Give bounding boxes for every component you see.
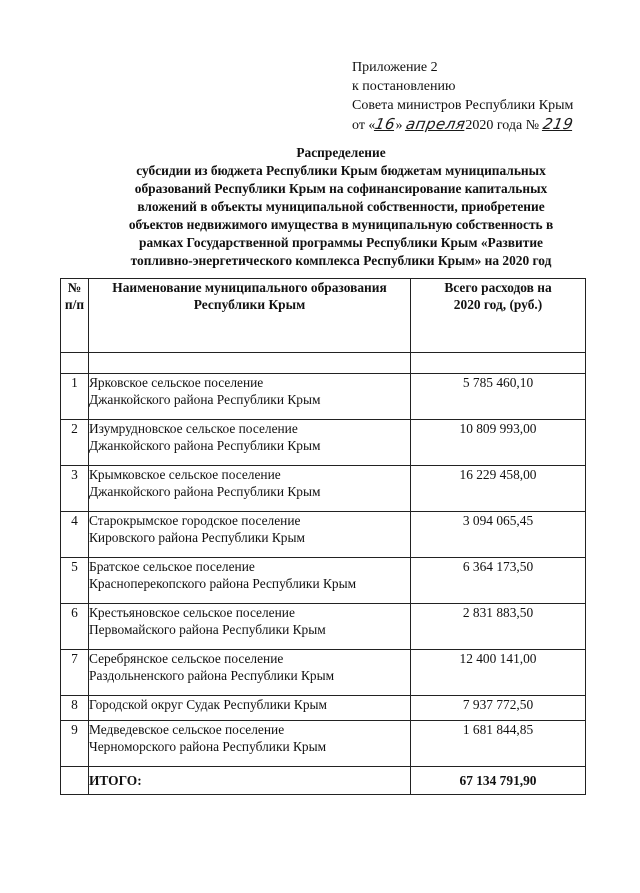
handwritten-day: 16 [373,115,398,133]
total-empty-cell [61,767,89,795]
title-line: топливно-энергетического комплекса Республики Крым» на 2020 год [130,253,552,268]
row-amount: 16 229 458,00 [411,466,586,512]
header-total-line: 2020 год, (руб.) [453,297,543,312]
document-title [96,144,586,270]
table-row [61,558,586,604]
title-line: Распределение [296,145,386,160]
header-number-line: № [67,280,82,295]
row-number: 3 [61,466,89,512]
handwritten-number: 219 [541,115,575,133]
row-municipality [89,650,411,696]
row-number: 5 [61,558,89,604]
municipality-line: Джанкойского района Республики Крым [89,392,321,407]
table-row [61,650,586,696]
title-line: рамках Государственной программы Республики Крым «Развитие [139,235,543,250]
appendix-header [352,58,622,135]
total-amount: 67 134 791,90 [411,767,586,795]
row-amount: 10 809 993,00 [411,420,586,466]
municipality-line: Первомайского района Республики Крым [89,622,326,637]
municipality-line: Ярковское сельское поселение [89,375,264,390]
row-amount: 7 937 772,50 [411,696,586,721]
date-year: 2020 года № [465,118,540,133]
row-number: 4 [61,512,89,558]
spacer-cell [411,353,586,374]
row-number: 7 [61,650,89,696]
title-line: объектов недвижимого имущества в муниципальную собственность в [128,217,554,232]
handwritten-month: апреля [404,115,468,133]
table-row [61,604,586,650]
distribution-table [60,278,586,795]
table-row [61,466,586,512]
row-municipality [89,512,411,558]
title-line: субсидии из бюджета Республики Крым бюджетам муниципальных [136,163,546,178]
row-amount: 5 785 460,10 [411,374,586,420]
table-spacer-row [61,353,586,374]
appendix-line: Приложение 2 [352,60,438,75]
appendix-line: к постановлению [352,79,456,94]
header-municipality [89,279,411,353]
header-municipality-line: Наименование муниципального образования [112,280,387,295]
appendix-line: Совета министров Республики Крым [352,98,574,113]
header-number-line: п/п [64,297,85,312]
row-municipality [89,604,411,650]
row-municipality [89,558,411,604]
date-prefix: от « [352,118,376,133]
header-municipality-line: Республики Крым [193,297,306,312]
row-municipality [89,466,411,512]
municipality-line: Джанкойского района Республики Крым [89,484,321,499]
municipality-line: Красноперекопского района Республики Крым [89,576,357,591]
title-line: образований Республики Крым на софинансирование капитальных [134,181,548,196]
row-municipality [89,374,411,420]
municipality-line: Джанкойского района Республики Крым [89,438,321,453]
row-amount: 12 400 141,00 [411,650,586,696]
title-line: вложений в объекты муниципальной собственности, приобретение [137,199,545,214]
appendix-date-line [352,115,622,135]
row-number: 8 [61,696,89,721]
table-row [61,374,586,420]
date-mid: » [395,118,403,133]
header-total-expenses [411,279,586,353]
row-amount: 2 831 883,50 [411,604,586,650]
row-amount: 1 681 844,85 [411,721,586,767]
row-amount: 3 094 065,45 [411,512,586,558]
municipality-line: Городской округ Судак Республики Крым [89,697,327,712]
table-header-row [61,279,586,353]
row-municipality [89,420,411,466]
table-row [61,696,586,721]
municipality-line: Кировского района Республики Крым [89,530,305,545]
table-row [61,721,586,767]
municipality-line: Братское сельское поселение [89,559,255,574]
row-number: 9 [61,721,89,767]
row-municipality [89,696,411,721]
municipality-line: Старокрымское городское поселение [89,513,301,528]
spacer-cell [89,353,411,374]
header-total-line: Всего расходов на [444,280,552,295]
municipality-line: Серебрянское сельское поселение [89,651,284,666]
municipality-line: Черноморского района Республики Крым [89,739,327,754]
row-number: 2 [61,420,89,466]
municipality-line: Крестьяновское сельское поселение [89,605,295,620]
spacer-cell [61,353,89,374]
table-row [61,420,586,466]
municipality-line: Медведевское сельское поселение [89,722,285,737]
total-label: ИТОГО: [89,767,411,795]
row-number: 6 [61,604,89,650]
header-number [61,279,89,353]
municipality-line: Изумрудновское сельское поселение [89,421,298,436]
table-total-row [61,767,586,795]
row-amount: 6 364 173,50 [411,558,586,604]
row-number: 1 [61,374,89,420]
municipality-line: Крымковское сельское поселение [89,467,281,482]
municipality-line: Раздольненского района Республики Крым [89,668,335,683]
row-municipality [89,721,411,767]
table-row [61,512,586,558]
